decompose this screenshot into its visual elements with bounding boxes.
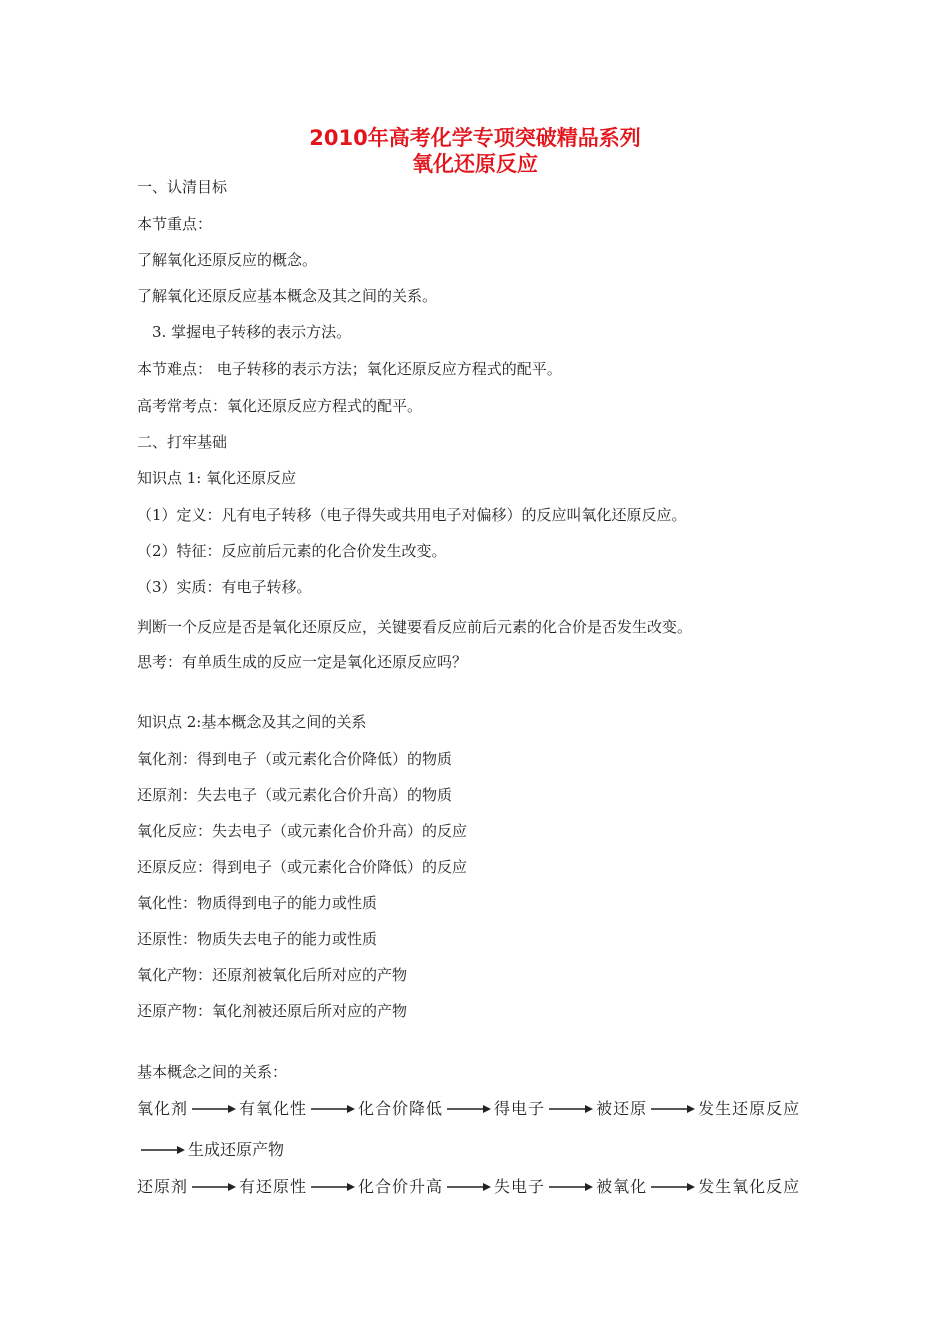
focus-label: 本节重点： [137,215,213,233]
right-arrow-icon [651,1104,695,1114]
chain-term: 还原剂 [137,1177,189,1196]
right-arrow-icon [549,1182,593,1192]
right-arrow-icon [192,1104,236,1114]
right-arrow-icon [651,1182,695,1192]
definition-line: （1）定义：凡有电子转移（电子得失或共用电子对偏移）的反应叫氧化还原反应。 [137,506,687,524]
knowledge-point-2-title: 知识点 2:基本概念及其之间的关系 [137,713,367,731]
focus-item-2: 了解氧化还原反应基本概念及其之间的关系。 [137,287,438,305]
judge-line: 判断一个反应是否是氧化还原反应，关键要看反应前后元素的化合价是否发生改变。 [137,618,693,636]
chain-term: 被氧化 [596,1177,648,1196]
exam-point-line: 高考常考点：氧化还原反应方程式的配平。 [137,397,423,415]
chain-term: 发生还原反应 [698,1099,801,1118]
right-arrow-icon [447,1104,491,1114]
chain-term: 化合价降低 [358,1099,444,1118]
chain-term: 得电子 [494,1099,546,1118]
focus-item-1: 了解氧化还原反应的概念。 [137,251,318,269]
concept-reductant: 还原剂：失去电子（或元素化合价升高）的物质 [137,786,453,804]
focus-item-3: 3. 掌握电子转移的表示方法。 [152,323,352,341]
chain-term: 化合价升高 [358,1177,444,1196]
concept-reduction-reaction: 还原反应：得到电子（或元素化合价降低）的反应 [137,858,468,876]
right-arrow-icon [141,1145,185,1155]
right-arrow-icon [311,1182,355,1192]
right-arrow-icon [447,1182,491,1192]
right-arrow-icon [311,1104,355,1114]
concept-oxidant: 氧化剂：得到电子（或元素化合价降低）的物质 [137,750,453,768]
essence-line: （3）实质：有电子转移。 [137,578,312,596]
chain-term: 生成还原产物 [188,1140,285,1159]
section-heading-goals: 一、认清目标 [137,178,228,196]
concept-oxidation-product: 氧化产物：还原剂被氧化后所对应的产物 [137,966,408,984]
feature-line: （2）特征：反应前后元素的化合价发生改变。 [137,542,447,560]
chain-term: 有氧化性 [239,1099,308,1118]
chain-term: 发生氧化反应 [698,1177,801,1196]
relation-label: 基本概念之间的关系： [137,1063,288,1081]
chain-term: 被还原 [596,1099,648,1118]
right-arrow-icon [192,1182,236,1192]
document-subtitle: 氧化还原反应 [412,152,538,176]
chain-term: 失电子 [494,1177,546,1196]
concept-reducing-property: 还原性：物质失去电子的能力或性质 [137,930,378,948]
concept-oxidizing-property: 氧化性：物质得到电子的能力或性质 [137,894,378,912]
section-heading-basics: 二、打牢基础 [137,433,228,451]
oxidant-relation-chain-end [137,1139,284,1161]
knowledge-point-1-title: 知识点 1: 氧化还原反应 [137,469,297,487]
right-arrow-icon [549,1104,593,1114]
concept-oxidation-reaction: 氧化反应：失去电子（或元素化合价升高）的反应 [137,822,468,840]
chain-term: 氧化剂 [137,1099,189,1118]
reductant-relation-chain [137,1176,800,1198]
oxidant-relation-chain [137,1098,800,1120]
difficulty-line: 本节难点： 电子转移的表示方法；氧化还原反应方程式的配平。 [137,360,562,378]
document-title: 2010年高考化学专项突破精品系列 [309,126,641,150]
chain-term: 有还原性 [239,1177,308,1196]
concept-reduction-product: 还原产物：氧化剂被还原后所对应的产物 [137,1002,408,1020]
think-question: 思考：有单质生成的反应一定是氧化还原反应吗？ [137,653,468,671]
